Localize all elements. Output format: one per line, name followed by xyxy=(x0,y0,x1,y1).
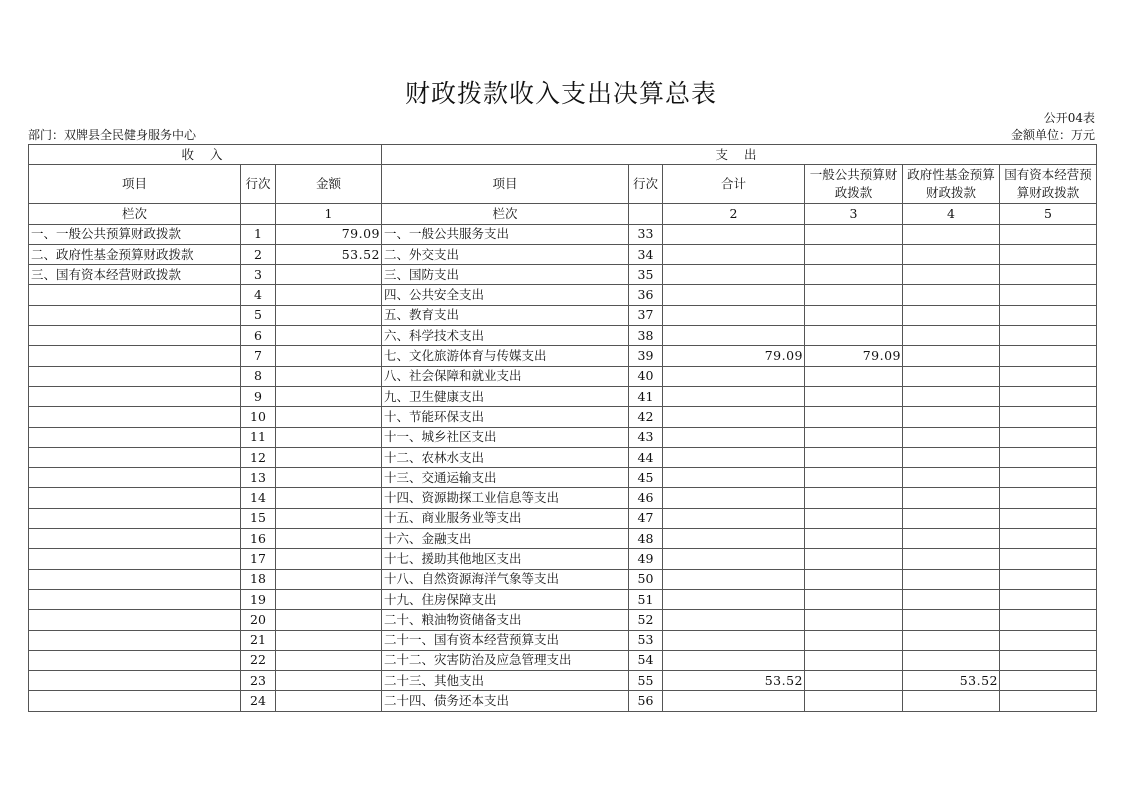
gov-fund-cell xyxy=(903,488,1000,508)
gov-fund-cell xyxy=(903,244,1000,264)
expense-item-header: 项目 xyxy=(382,165,629,204)
expense-item-cell: 十五、商业服务业等支出 xyxy=(382,508,629,528)
income-row-no-cell: 9 xyxy=(241,386,276,406)
state-capital-cell xyxy=(1000,224,1097,244)
gov-fund-cell xyxy=(903,427,1000,447)
income-row-no-cell: 5 xyxy=(241,305,276,325)
table-row xyxy=(29,508,1097,528)
state-capital-cell xyxy=(1000,691,1097,711)
expense-row-no-cell: 43 xyxy=(629,427,663,447)
gov-fund-cell xyxy=(903,407,1000,427)
income-amount-cell xyxy=(276,569,382,589)
expense-row-no-cell: 34 xyxy=(629,244,663,264)
income-amount-cell xyxy=(276,610,382,630)
expense-row-no-cell: 49 xyxy=(629,549,663,569)
income-item-cell xyxy=(29,650,241,670)
income-item-cell xyxy=(29,285,241,305)
state-capital-cell xyxy=(1000,285,1097,305)
expense-total-cell xyxy=(663,244,805,264)
state-capital-cell xyxy=(1000,508,1097,528)
gov-fund-cell xyxy=(903,610,1000,630)
general-budget-cell: 79.09 xyxy=(805,346,903,366)
income-item-cell xyxy=(29,529,241,549)
state-capital-cell xyxy=(1000,468,1097,488)
expense-total-cell xyxy=(663,549,805,569)
gov-fund-cell xyxy=(903,265,1000,285)
gov-fund-cell xyxy=(903,447,1000,467)
expense-item-cell: 十八、自然资源海洋气象等支出 xyxy=(382,569,629,589)
income-amount-cell xyxy=(276,488,382,508)
general-budget-cell xyxy=(805,407,903,427)
income-row-no-cell: 22 xyxy=(241,650,276,670)
income-row-no-cell: 8 xyxy=(241,366,276,386)
income-amount-cell xyxy=(276,630,382,650)
general-budget-cell xyxy=(805,366,903,386)
expense-total-cell xyxy=(663,508,805,528)
income-item-cell xyxy=(29,407,241,427)
expense-item-cell: 二、外交支出 xyxy=(382,244,629,264)
income-amount-cell xyxy=(276,549,382,569)
expense-row-no-cell: 47 xyxy=(629,508,663,528)
expense-row-no-cell: 52 xyxy=(629,610,663,630)
table-row xyxy=(29,630,1097,650)
expense-col-index-3: 3 xyxy=(805,204,903,224)
income-item-cell xyxy=(29,589,241,609)
expense-total-cell xyxy=(663,468,805,488)
table-row xyxy=(29,285,1097,305)
state-capital-cell xyxy=(1000,386,1097,406)
income-amount-cell: 79.09 xyxy=(276,224,382,244)
income-item-cell xyxy=(29,671,241,691)
income-row-no-cell: 10 xyxy=(241,407,276,427)
gov-fund-cell xyxy=(903,305,1000,325)
expense-row-no-cell: 53 xyxy=(629,630,663,650)
income-item-cell: 三、国有资本经营财政拨款 xyxy=(29,265,241,285)
general-budget-cell xyxy=(805,691,903,711)
expense-row-no-cell: 51 xyxy=(629,589,663,609)
income-amount-cell xyxy=(276,468,382,488)
table-row xyxy=(29,346,1097,366)
expense-row-no-cell: 36 xyxy=(629,285,663,305)
expense-total-cell xyxy=(663,569,805,589)
column-header-row xyxy=(29,165,1097,204)
state-capital-cell xyxy=(1000,326,1097,346)
expense-total-cell xyxy=(663,529,805,549)
general-budget-cell xyxy=(805,630,903,650)
expense-item-cell: 六、科学技术支出 xyxy=(382,326,629,346)
table-row xyxy=(29,386,1097,406)
income-amount-cell xyxy=(276,366,382,386)
general-budget-cell xyxy=(805,326,903,346)
income-item-cell xyxy=(29,447,241,467)
income-amount-cell xyxy=(276,589,382,609)
income-item-cell xyxy=(29,366,241,386)
state-capital-cell xyxy=(1000,346,1097,366)
expense-total-cell xyxy=(663,326,805,346)
general-budget-cell xyxy=(805,285,903,305)
income-amount-cell xyxy=(276,386,382,406)
gov-fund-cell xyxy=(903,285,1000,305)
income-row-no-cell: 21 xyxy=(241,630,276,650)
expense-total-cell: 53.52 xyxy=(663,671,805,691)
income-col-label: 栏次 xyxy=(29,204,241,224)
table-row xyxy=(29,549,1097,569)
state-capital-cell xyxy=(1000,589,1097,609)
income-item-cell xyxy=(29,346,241,366)
expense-item-cell: 十二、农林水支出 xyxy=(382,447,629,467)
income-item-cell xyxy=(29,468,241,488)
state-capital-cell xyxy=(1000,569,1097,589)
expense-item-cell: 十四、资源勘探工业信息等支出 xyxy=(382,488,629,508)
income-item-cell xyxy=(29,386,241,406)
table-row xyxy=(29,488,1097,508)
income-amount-cell xyxy=(276,447,382,467)
table-row xyxy=(29,610,1097,630)
table-row xyxy=(29,529,1097,549)
income-amount-cell xyxy=(276,691,382,711)
income-row-no-header: 行次 xyxy=(241,165,276,204)
expense-total-cell xyxy=(663,366,805,386)
budget-summary-table xyxy=(28,144,1097,712)
expense-row-no-cell: 39 xyxy=(629,346,663,366)
general-budget-cell xyxy=(805,569,903,589)
expense-item-cell: 十六、金融支出 xyxy=(382,529,629,549)
section-header-row xyxy=(29,145,1097,165)
income-amount-cell: 53.52 xyxy=(276,244,382,264)
income-row-no-cell: 20 xyxy=(241,610,276,630)
amount-unit-label: 金额单位：万元 xyxy=(1010,128,1095,142)
state-capital-cell xyxy=(1000,549,1097,569)
expense-total-cell: 79.09 xyxy=(663,346,805,366)
general-budget-cell xyxy=(805,468,903,488)
expense-total-cell xyxy=(663,589,805,609)
expense-total-cell xyxy=(663,427,805,447)
gov-fund-header: 政府性基金预算财政拨款 xyxy=(903,165,1000,204)
table-row xyxy=(29,326,1097,346)
income-row-no-cell: 17 xyxy=(241,549,276,569)
gov-fund-cell: 53.52 xyxy=(903,671,1000,691)
state-capital-cell xyxy=(1000,630,1097,650)
expense-item-cell: 七、文化旅游体育与传媒支出 xyxy=(382,346,629,366)
expense-total-cell xyxy=(663,224,805,244)
expense-item-cell: 四、公共安全支出 xyxy=(382,285,629,305)
general-budget-cell xyxy=(805,671,903,691)
gov-fund-cell xyxy=(903,346,1000,366)
expense-col-label: 栏次 xyxy=(382,204,629,224)
income-item-cell xyxy=(29,549,241,569)
income-amount-cell xyxy=(276,508,382,528)
table-row xyxy=(29,671,1097,691)
expense-row-no-cell: 35 xyxy=(629,265,663,285)
table-row xyxy=(29,366,1097,386)
expense-row-no-cell: 38 xyxy=(629,326,663,346)
expense-row-no-cell: 48 xyxy=(629,529,663,549)
expense-total-cell xyxy=(663,488,805,508)
gov-fund-cell xyxy=(903,326,1000,346)
expense-total-cell xyxy=(663,407,805,427)
state-capital-cell xyxy=(1000,529,1097,549)
income-amount-cell xyxy=(276,529,382,549)
expense-total-cell xyxy=(663,650,805,670)
expense-item-cell: 八、社会保障和就业支出 xyxy=(382,366,629,386)
income-row-no-cell: 12 xyxy=(241,447,276,467)
expense-total-cell xyxy=(663,265,805,285)
income-row-no-cell: 1 xyxy=(241,224,276,244)
state-capital-cell xyxy=(1000,650,1097,670)
table-row xyxy=(29,589,1097,609)
income-amount-cell xyxy=(276,265,382,285)
expense-item-cell: 十七、援助其他地区支出 xyxy=(382,549,629,569)
table-row xyxy=(29,224,1097,244)
expense-item-cell: 十三、交通运输支出 xyxy=(382,468,629,488)
gov-fund-cell xyxy=(903,691,1000,711)
income-amount-header: 金额 xyxy=(276,165,382,204)
general-budget-cell xyxy=(805,610,903,630)
income-item-cell xyxy=(29,630,241,650)
expense-item-cell: 一、一般公共服务支出 xyxy=(382,224,629,244)
gov-fund-cell xyxy=(903,589,1000,609)
gov-fund-cell xyxy=(903,508,1000,528)
income-item-cell xyxy=(29,488,241,508)
expense-item-cell: 二十三、其他支出 xyxy=(382,671,629,691)
income-item-cell xyxy=(29,508,241,528)
general-budget-cell xyxy=(805,447,903,467)
state-capital-cell xyxy=(1000,407,1097,427)
gov-fund-cell xyxy=(903,549,1000,569)
income-item-cell xyxy=(29,305,241,325)
expense-col-index-4: 4 xyxy=(903,204,1000,224)
income-amount-cell xyxy=(276,427,382,447)
expense-total-cell xyxy=(663,305,805,325)
income-amount-cell xyxy=(276,326,382,346)
income-row-no-cell: 16 xyxy=(241,529,276,549)
income-row-no-cell: 2 xyxy=(241,244,276,264)
expense-total-cell xyxy=(663,447,805,467)
income-item-cell: 二、政府性基金预算财政拨款 xyxy=(29,244,241,264)
expense-row-no-cell: 46 xyxy=(629,488,663,508)
income-item-cell xyxy=(29,610,241,630)
state-capital-cell xyxy=(1000,366,1097,386)
table-row xyxy=(29,468,1097,488)
general-budget-cell xyxy=(805,244,903,264)
page-title: 财政拨款收入支出决算总表 xyxy=(404,79,717,108)
income-amount-cell xyxy=(276,305,382,325)
expense-section-header: 支 出 xyxy=(382,145,1097,165)
general-budget-cell xyxy=(805,488,903,508)
expense-col-index-2: 2 xyxy=(663,204,805,224)
gov-fund-cell xyxy=(903,569,1000,589)
income-amount-cell xyxy=(276,285,382,305)
gov-fund-cell xyxy=(903,366,1000,386)
expense-total-cell xyxy=(663,691,805,711)
income-section-header: 收 入 xyxy=(29,145,382,165)
state-capital-header: 国有资本经营预算财政拨款 xyxy=(1000,165,1097,204)
expense-row-no-cell: 45 xyxy=(629,468,663,488)
state-capital-cell xyxy=(1000,671,1097,691)
expense-item-cell: 二十四、债务还本支出 xyxy=(382,691,629,711)
table-row xyxy=(29,650,1097,670)
expense-item-cell: 五、教育支出 xyxy=(382,305,629,325)
income-item-cell xyxy=(29,569,241,589)
general-budget-cell xyxy=(805,265,903,285)
general-budget-cell xyxy=(805,386,903,406)
expense-total-cell xyxy=(663,386,805,406)
expense-item-cell: 九、卫生健康支出 xyxy=(382,386,629,406)
table-row xyxy=(29,691,1097,711)
general-budget-cell xyxy=(805,529,903,549)
income-row-no-cell: 19 xyxy=(241,589,276,609)
expense-total-header: 合计 xyxy=(663,165,805,204)
expense-row-no-cell: 50 xyxy=(629,569,663,589)
general-budget-cell xyxy=(805,589,903,609)
department-label: 部门：双牌县全民健身服务中心 xyxy=(28,128,197,142)
expense-item-cell: 十九、住房保障支出 xyxy=(382,589,629,609)
income-amount-cell xyxy=(276,671,382,691)
expense-row-no-index xyxy=(629,204,663,224)
gov-fund-cell xyxy=(903,630,1000,650)
income-amount-cell xyxy=(276,407,382,427)
state-capital-cell xyxy=(1000,447,1097,467)
expense-row-no-cell: 56 xyxy=(629,691,663,711)
expense-total-cell xyxy=(663,610,805,630)
expense-row-no-cell: 37 xyxy=(629,305,663,325)
table-row xyxy=(29,244,1097,264)
table-row xyxy=(29,447,1097,467)
income-row-no-cell: 23 xyxy=(241,671,276,691)
expense-item-cell: 十一、城乡社区支出 xyxy=(382,427,629,447)
state-capital-cell xyxy=(1000,265,1097,285)
income-amount-cell xyxy=(276,346,382,366)
state-capital-cell xyxy=(1000,488,1097,508)
gov-fund-cell xyxy=(903,529,1000,549)
income-item-header: 项目 xyxy=(29,165,241,204)
general-budget-cell xyxy=(805,508,903,528)
expense-row-no-cell: 42 xyxy=(629,407,663,427)
income-item-cell xyxy=(29,691,241,711)
table-row xyxy=(29,569,1097,589)
income-row-no-cell: 24 xyxy=(241,691,276,711)
income-amount-cell xyxy=(276,650,382,670)
income-item-cell: 一、一般公共预算财政拨款 xyxy=(29,224,241,244)
general-budget-cell xyxy=(805,224,903,244)
income-row-no-cell: 6 xyxy=(241,326,276,346)
income-item-cell xyxy=(29,427,241,447)
gov-fund-cell xyxy=(903,650,1000,670)
expense-total-cell xyxy=(663,285,805,305)
state-capital-cell xyxy=(1000,305,1097,325)
expense-row-no-cell: 55 xyxy=(629,671,663,691)
expense-row-no-cell: 41 xyxy=(629,386,663,406)
general-budget-cell xyxy=(805,427,903,447)
table-row xyxy=(29,407,1097,427)
general-budget-cell xyxy=(805,549,903,569)
income-row-no-index xyxy=(241,204,276,224)
expense-item-cell: 二十一、国有资本经营预算支出 xyxy=(382,630,629,650)
income-row-no-cell: 11 xyxy=(241,427,276,447)
expense-item-cell: 二十、粮油物资储备支出 xyxy=(382,610,629,630)
state-capital-cell xyxy=(1000,427,1097,447)
expense-col-index-5: 5 xyxy=(1000,204,1097,224)
table-row xyxy=(29,265,1097,285)
general-budget-header: 一般公共预算财政拨款 xyxy=(805,165,903,204)
table-row xyxy=(29,427,1097,447)
expense-total-cell xyxy=(663,630,805,650)
expense-row-no-cell: 40 xyxy=(629,366,663,386)
income-row-no-cell: 14 xyxy=(241,488,276,508)
expense-item-cell: 二十二、灾害防治及应急管理支出 xyxy=(382,650,629,670)
income-row-no-cell: 15 xyxy=(241,508,276,528)
income-row-no-cell: 3 xyxy=(241,265,276,285)
expense-item-cell: 十、节能环保支出 xyxy=(382,407,629,427)
expense-item-cell: 三、国防支出 xyxy=(382,265,629,285)
gov-fund-cell xyxy=(903,224,1000,244)
gov-fund-cell xyxy=(903,386,1000,406)
column-index-row xyxy=(29,204,1097,224)
expense-row-no-cell: 44 xyxy=(629,447,663,467)
general-budget-cell xyxy=(805,305,903,325)
income-row-no-cell: 13 xyxy=(241,468,276,488)
general-budget-cell xyxy=(805,650,903,670)
expense-row-no-header: 行次 xyxy=(629,165,663,204)
expense-row-no-cell: 54 xyxy=(629,650,663,670)
income-col-index-1: 1 xyxy=(276,204,382,224)
income-item-cell xyxy=(29,326,241,346)
state-capital-cell xyxy=(1000,610,1097,630)
state-capital-cell xyxy=(1000,244,1097,264)
form-number: 公开04表 xyxy=(1043,111,1095,125)
income-row-no-cell: 18 xyxy=(241,569,276,589)
gov-fund-cell xyxy=(903,468,1000,488)
table-row xyxy=(29,305,1097,325)
expense-row-no-cell: 33 xyxy=(629,224,663,244)
income-row-no-cell: 4 xyxy=(241,285,276,305)
income-row-no-cell: 7 xyxy=(241,346,276,366)
